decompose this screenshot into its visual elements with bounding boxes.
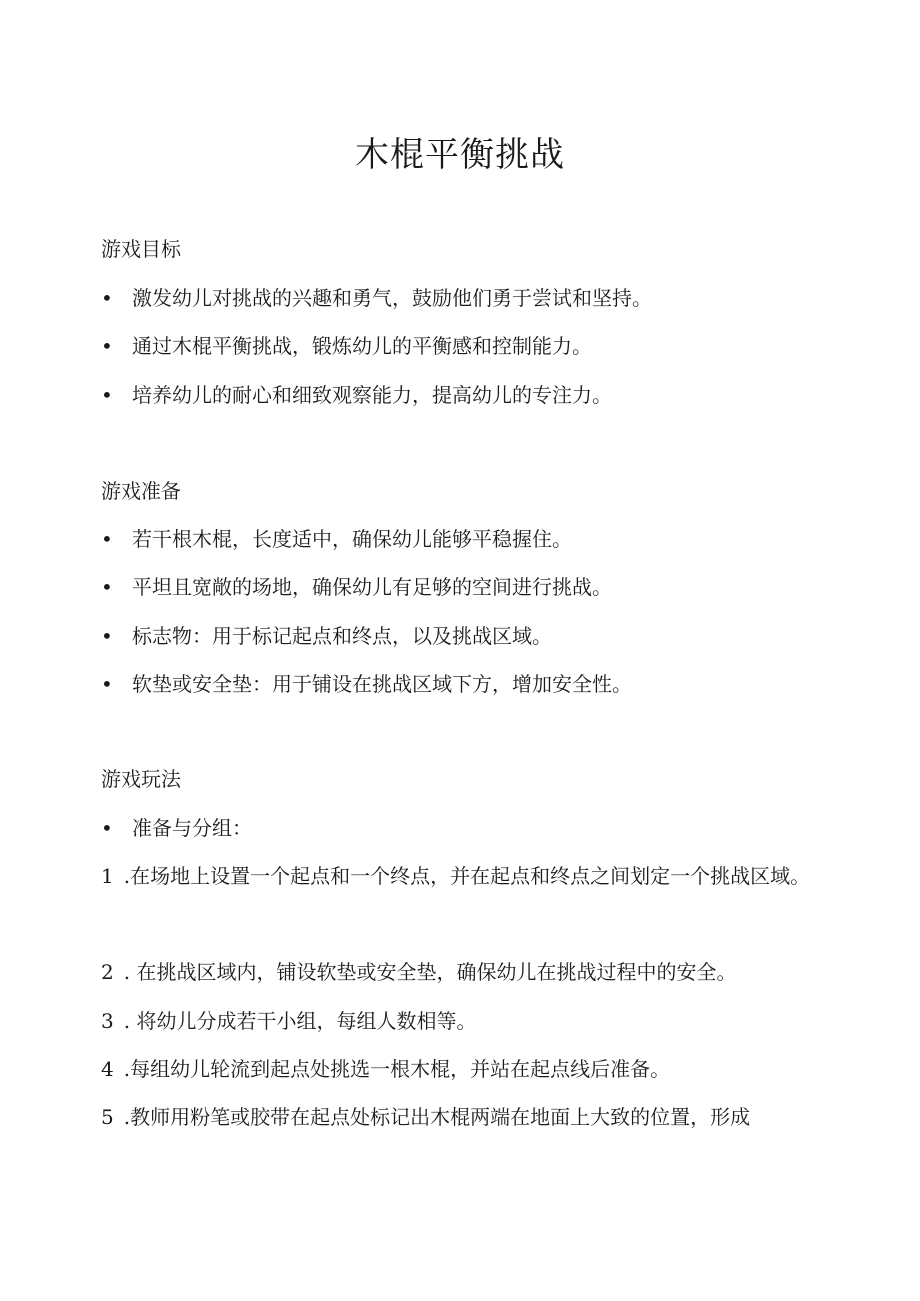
bullet-icon: • [101, 527, 113, 551]
bullet-icon: • [101, 334, 113, 358]
document-title: 木棍平衡挑战 [355, 135, 565, 175]
list-item-text: 若干根木棍，长度适中，确保幼儿能够平稳握住。 [132, 527, 572, 551]
numbered-step [101, 1045, 816, 1093]
step-number: 5 [101, 1105, 114, 1129]
section-heading-preparation: 游戏准备 [101, 479, 181, 503]
list-item-text: 通过木棍平衡挑战，锻炼幼儿的平衡感和控制能力。 [132, 334, 592, 358]
bullet-icon: • [101, 575, 113, 599]
section-heading-goals: 游戏目标 [101, 237, 181, 261]
step-text: . 在挑战区域内，铺设软垫或安全垫，确保幼儿在挑战过程中的安全。 [123, 960, 737, 984]
section-heading-gameplay: 游戏玩法 [101, 767, 181, 791]
bullet-icon: • [101, 383, 113, 407]
list-item [101, 572, 821, 602]
step-number: 3 [101, 1009, 114, 1033]
step-text: .教师用粉笔或胶带在起点处标记出木棍两端在地面上大致的位置，形成 [123, 1105, 751, 1129]
list-item [101, 813, 821, 843]
list-item [101, 380, 821, 410]
numbered-step [101, 948, 816, 996]
step-text: .每组幼儿轮流到起点处挑选一根木棍，并站在起点线后准备。 [123, 1057, 671, 1081]
list-item [101, 669, 821, 699]
step-number: 2 [101, 960, 114, 984]
step-text: . 将幼儿分成若干小组，每组人数相等。 [123, 1009, 477, 1033]
bullet-icon: • [101, 624, 113, 648]
list-item-text: 培养幼儿的耐心和细致观察能力，提高幼儿的专注力。 [132, 383, 612, 407]
list-item-text: 平坦且宽敞的场地，确保幼儿有足够的空间进行挑战。 [132, 575, 612, 599]
bullet-icon: • [101, 286, 113, 310]
step-text: .在场地上设置一个起点和一个终点，并在起点和终点之间划定一个挑战区域。 [123, 864, 811, 888]
list-item [101, 283, 821, 313]
list-item-text: 准备与分组： [132, 816, 252, 840]
list-item-text: 软垫或安全垫：用于铺设在挑战区域下方，增加安全性。 [132, 672, 632, 696]
step-number: 4 [101, 1057, 114, 1081]
list-item-text: 标志物：用于标记起点和终点，以及挑战区域。 [132, 624, 552, 648]
list-item [101, 621, 821, 651]
numbered-step [101, 852, 816, 900]
numbered-step [101, 1093, 816, 1141]
bullet-icon: • [101, 816, 113, 840]
list-item [101, 331, 821, 361]
step-number: 1 [101, 864, 114, 888]
bullet-icon: • [101, 672, 113, 696]
list-item [101, 524, 821, 554]
list-item-text: 激发幼儿对挑战的兴趣和勇气，鼓励他们勇于尝试和坚持。 [132, 286, 652, 310]
numbered-step [101, 997, 816, 1045]
